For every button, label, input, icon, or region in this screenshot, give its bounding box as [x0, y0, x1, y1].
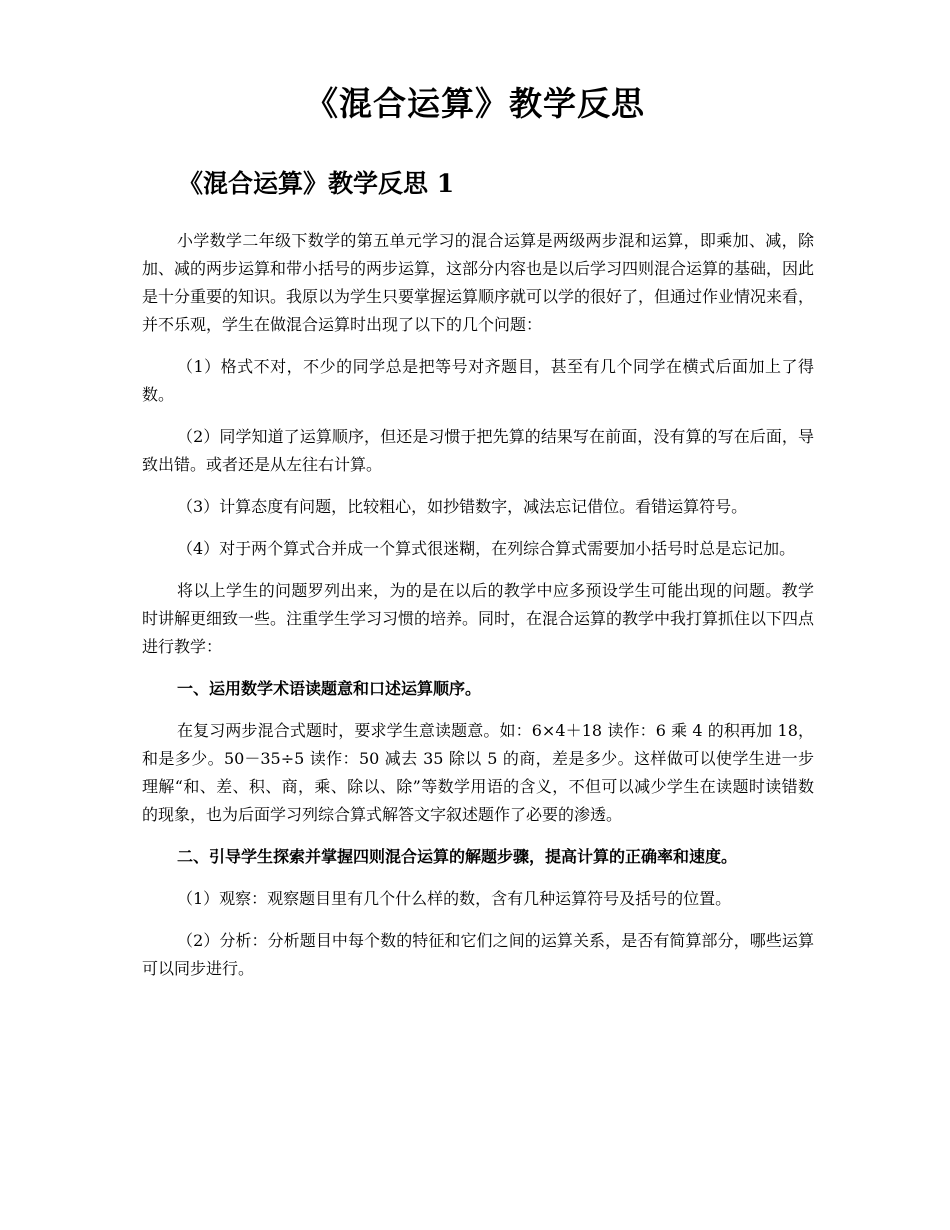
document-body: [142, 227, 814, 997]
paragraph-problem-3: （3）计算态度有问题，比较粗心，如抄错数字，减法忘记借位。看错运算符号。: [177, 497, 748, 516]
paragraph-point-1: 在复习两步混合式题时，要求学生意读题意。如：6×4＋18 读作：6 乘 4 的积再加 18，和是多少。50－35÷5 读作：50 减去 35 除以 5 的商，差是多少。这样做可以使学生进一步理解“和、差、积、商，乘、除以、除”等数学用语的含义，不但可以减少学生在读题时读错数的现象，也为后面学习列综合算式解答文字叙述题作了必要的渗透。: [142, 721, 814, 824]
paragraph-problem-4: （4）对于两个算式合并成一个算式很迷糊，在列综合算式需要加小括号时总是忘记加。: [177, 539, 796, 558]
paragraph-step-observe: （1）观察：观察题目里有几个什么样的数，含有几种运算符号及括号的位置。: [177, 889, 732, 908]
paragraph-problem-1: （1）格式不对，不少的同学总是把等号对齐题目，甚至有几个同学在横式后面加上了得数。: [142, 357, 814, 404]
heading-point-1: 一、运用数学术语读题意和口述运算顺序。: [177, 679, 482, 698]
paragraph-summary: 将以上学生的问题罗列出来，为的是在以后的教学中应多预设学生可能出现的问题。教学时讲解更细致一些。注重学生学习习惯的培养。同时，在混合运算的教学中我打算抓住以下四点进行教学：: [142, 581, 815, 656]
document-title: 《混合运算》教学反思: [305, 84, 645, 123]
paragraph-problem-2: （2）同学知道了运算顺序，但还是习惯于把先算的结果写在前面，没有算的写在后面，导致出错。或者还是从左往右计算。: [142, 427, 814, 474]
heading-point-2: 二、引导学生探索并掌握四则混合运算的解题步骤，提高计算的正确率和速度。: [177, 847, 738, 866]
paragraph-step-analyze: （2）分析：分析题目中每个数的特征和它们之间的运算关系，是否有简算部分，哪些运算可以同步进行。: [142, 931, 814, 978]
section-heading: 《混合运算》教学反思 1: [178, 169, 455, 198]
paragraph-intro: 小学数学二年级下数学的第五单元学习的混合运算是两级两步混和运算，即乘加、减，除加、减的两步运算和带小括号的两步运算，这部分内容也是以后学习四则混合运算的基础，因此是十分重要的知识。我原以为学生只要掌握运算顺序就可以学的很好了，但通过作业情况来看，并不乐观，学生在做混合运算时出现了以下的几个问题：: [142, 231, 815, 334]
